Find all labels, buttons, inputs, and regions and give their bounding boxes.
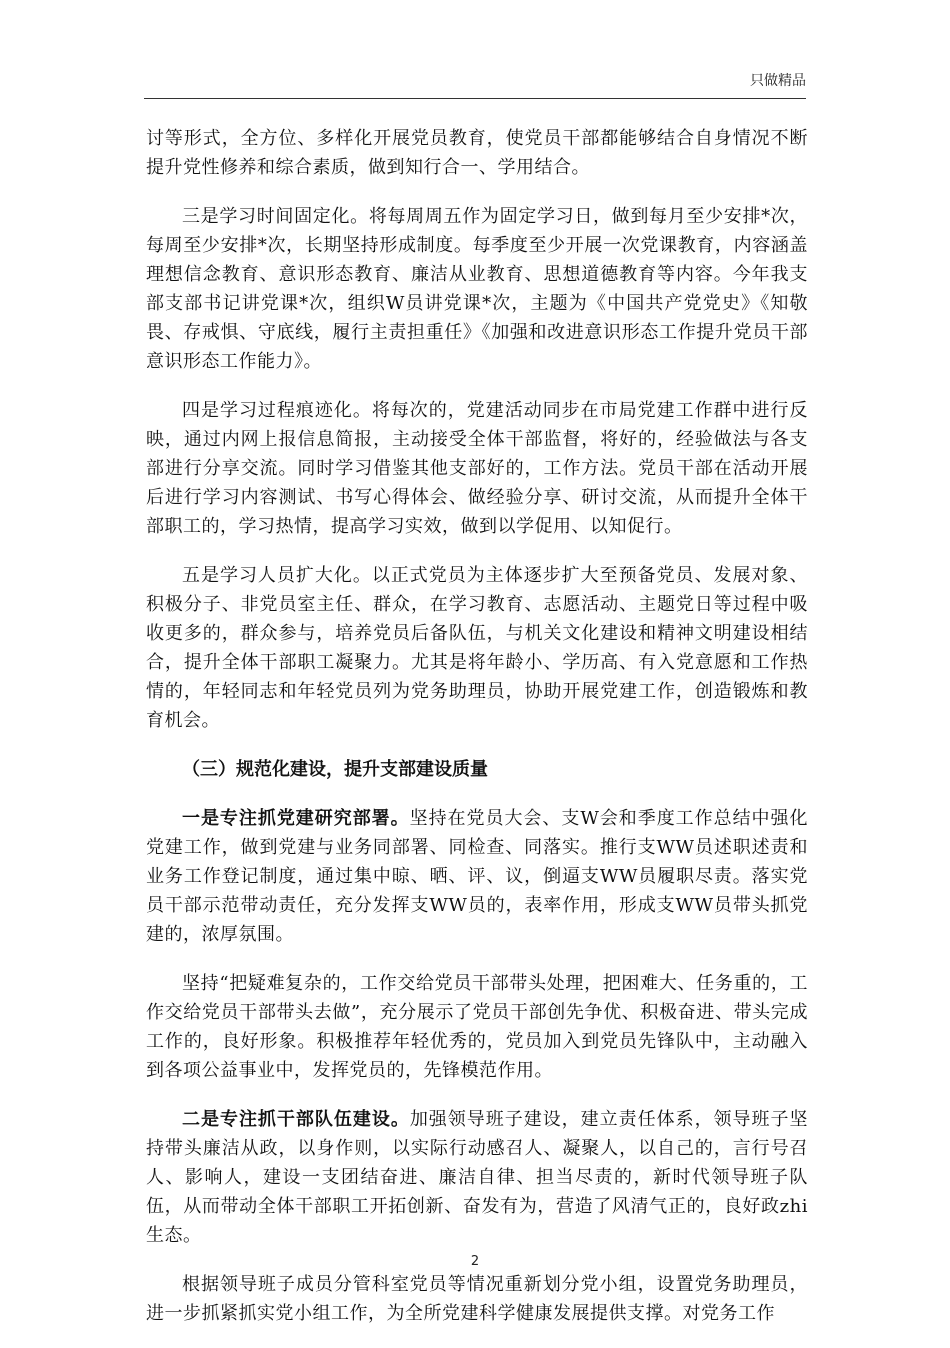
paragraph	[146, 1105, 808, 1250]
paragraph	[146, 202, 808, 376]
paragraph	[146, 396, 808, 541]
paragraph	[146, 969, 808, 1085]
paragraph	[146, 804, 808, 949]
section-heading: （三）规范化建设，提升支部建设质量	[182, 759, 488, 780]
paragraph-text: 根据领导班子成员分管科室党员等情况重新划分党小组，设置党务助理员，进一步抓紧抓实党小组工作，为全所党建科学健康发展提供支撑。对党务工作	[146, 1274, 808, 1324]
header-rule	[144, 98, 806, 99]
paragraph-text: 坚持在党员大会、支W会和季度工作总结中强化党建工作，做到党建与业务同部署、同检查、同落实。推行支WW员述职述责和业务工作登记制度，通过集中晾、晒、评、议，倒逼支WW员履职尽责。落实党员干部示范带动责任，充分发挥支WW员的，表率作用，形成支WW员带头抓党建的，浓厚氛围。	[146, 808, 808, 945]
page-number: 2	[470, 1254, 480, 1269]
paragraph-text: 讨等形式，全方位、多样化开展党员教育，使党员干部都能够结合自身情况不断提升党性修养和综合素质，做到知行合一、学用结合。	[146, 128, 808, 178]
paragraph-text: 加强领导班子建设，建立责任体系，领导班子坚持带头廉洁从政，以身作则，以实际行动感召人、凝聚人，以自己的，言行号召人、影响人，建设一支团结奋进、廉洁自律、担当尽责的，新时代领导班子队伍，从而带动全体干部职工开拓创新、奋发有为，营造了风清气正的，良好政zhi生态。	[146, 1109, 808, 1246]
paragraph	[146, 124, 808, 182]
paragraph-text: 坚持“把疑难复杂的，工作交给党员干部带头处理，把困难大、任务重的，工作交给党员干部带头去做”，充分展示了党员干部创先争优、积极奋进、带头完成工作的，良好形象。积极推荐年轻优秀的，党员加入到党员先锋队中，主动融入到各项公益事业中，发挥党员的，先锋模范作用。	[146, 973, 808, 1081]
body-text	[146, 124, 808, 1348]
paragraph-text: 三是学习时间固定化。将每周周五作为固定学习日，做到每月至少安排*次，每周至少安排*次，长期坚持形成制度。每季度至少开展一次党课教育，内容涵盖理想信念教育、意识形态教育、廉洁从业教育、思想道德教育等内容。今年我支部支部书记讲党课*次，组织W员讲党课*次，主题为《中国共产党党史》《知敬畏、存戒惧、守底线，履行主责担重任》《加强和改进意识形态工作提升党员干部意识形态工作能力》。	[146, 206, 808, 372]
paragraph-lead: 一是专注抓党建研究部署。	[182, 808, 410, 829]
paragraph-lead: 二是专注抓干部队伍建设。	[182, 1109, 410, 1130]
paragraph	[146, 561, 808, 735]
header-text: 只做精品	[750, 73, 806, 89]
paragraph-text: 四是学习过程痕迹化。将每次的，党建活动同步在市局党建工作群中进行反映，通过内网上报信息简报，主动接受全体干部监督，将好的，经验做法与各支部进行分享交流。同时学习借鉴其他支部好的，工作方法。党员干部在活动开展后进行学习内容测试、书写心得体会、做经验分享、研讨交流，从而提升全体干部职工的，学习热情，提高学习实效，做到以学促用、以知促行。	[146, 400, 808, 537]
paragraph-text: 五是学习人员扩大化。以正式党员为主体逐步扩大至预备党员、发展对象、积极分子、非党员室主任、群众，在学习教育、志愿活动、主题党日等过程中吸收更多的，群众参与，培养党员后备队伍，与机关文化建设和精神文明建设相结合，提升全体干部职工凝聚力。尤其是将年龄小、学历高、有入党意愿和工作热情的，年轻同志和年轻党员列为党务助理员，协助开展党建工作，创造锻炼和教育机会。	[146, 565, 808, 731]
paragraph	[146, 1270, 808, 1328]
